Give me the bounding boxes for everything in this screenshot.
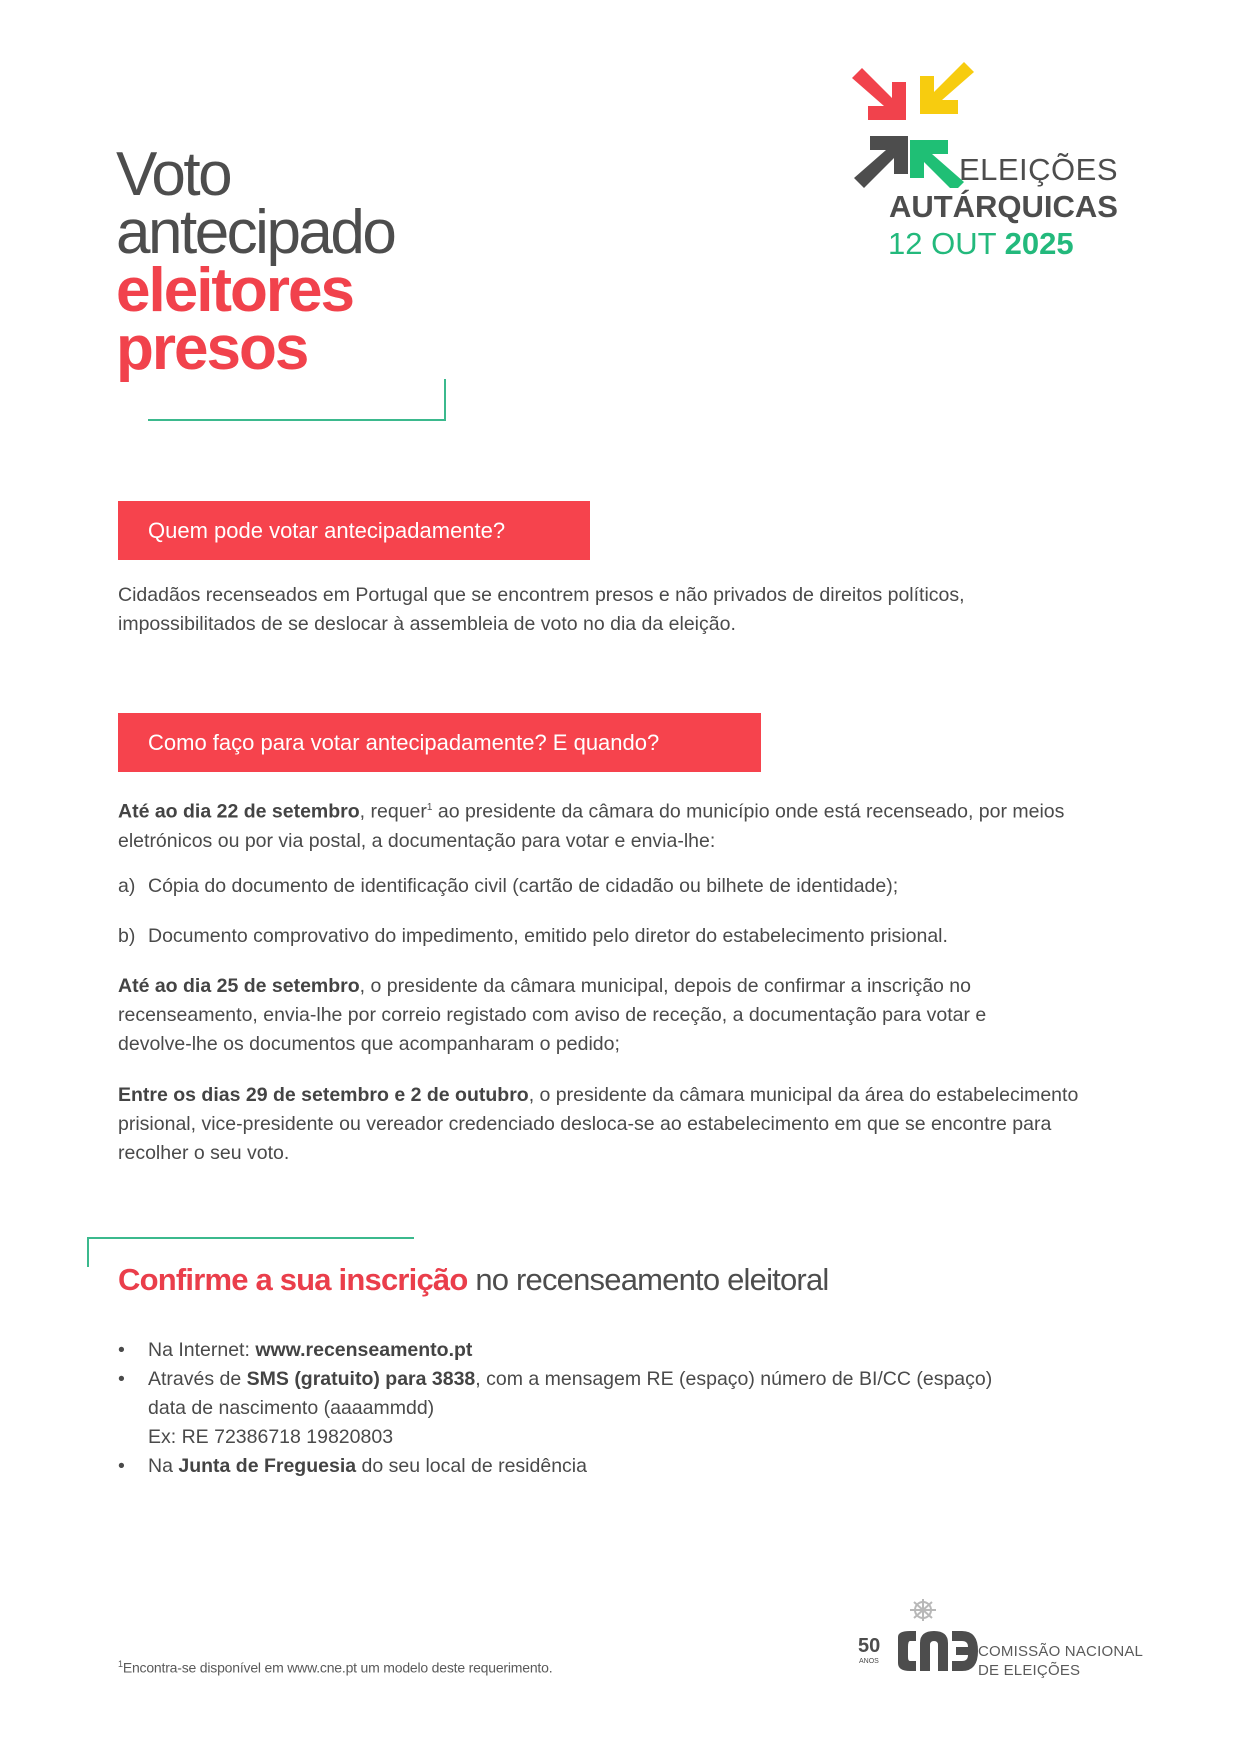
cne-name <box>978 1642 1143 1680</box>
step-25-september-paragraph <box>118 972 1063 1059</box>
sms-number: SMS (gratuito) para 3838 <box>246 1368 476 1390</box>
cne-name-line1: COMISSÃO NACIONAL <box>978 1643 1144 1660</box>
step-25-text: , o presidente da câmara municipal, depois de confirmar a inscrição no recenseamento, envia-lhe por correio registado com aviso de receção, a documentação para votar e devolve-lhe os documentos que acompanharam o pedido; <box>118 975 987 1055</box>
internet-prefix: Na Internet: <box>148 1339 256 1361</box>
bullet-icon: • <box>118 1455 125 1477</box>
recenseamento-link[interactable]: www.recenseamento.pt <box>255 1339 473 1361</box>
cne-logo-icon <box>858 1597 988 1687</box>
list-item-junta <box>118 1452 992 1481</box>
red-arrow-icon <box>852 68 906 120</box>
footnote-text: Encontra-se disponível em www.cne.pt um modelo deste requerimento. <box>122 1659 553 1676</box>
anniversary-label: ANOS <box>859 1658 879 1665</box>
logo-eleicoes: ELEIÇÕES <box>958 152 1118 187</box>
document-item-text: Documento comprovativo do impedimento, emitido pelo diretor do estabelecimento prisional. <box>148 925 948 947</box>
logo-date-day-month: 12 OUT <box>888 226 996 261</box>
junta-text: do seu local de residência <box>356 1455 587 1477</box>
logo-autarquicas: AUTÁRQUICAS <box>888 189 1118 224</box>
logo-date <box>888 226 1074 262</box>
cne-name-line2: DE ELEIÇÕES <box>978 1662 1081 1679</box>
who-paragraph: Cidadãos recenseados em Portugal que se encontrem presos e não privados de direitos políticos, impossibilitados de se deslocar à assembleia de voto no dia da eleição. <box>118 584 965 635</box>
step-29-text: , o presidente da câmara municipal da área do estabelecimento prisional, vice-presidente ou vereador credenciado desloca-se ao estabelecimento em que se encontre para recolher o seu voto. <box>118 1084 1079 1164</box>
grey-arrow-icon <box>854 136 908 188</box>
sms-example: Ex: RE 72386718 19820803 <box>148 1426 394 1448</box>
sms-text: , com a mensagem RE (espaço) número de BI/CC (espaço) <box>475 1368 993 1390</box>
step-22-text-a: , requer <box>359 800 427 823</box>
title-line-antecipado: antecipado <box>116 198 395 267</box>
document-item-a <box>118 872 898 901</box>
section-heading-who: Quem pode votar antecipadamente? <box>118 501 590 560</box>
title-underline-bracket <box>148 379 446 421</box>
confirm-heading-bold: Confirme a sua inscrição <box>118 1262 468 1297</box>
yellow-arrow-icon <box>920 62 974 114</box>
cne-letters-icon <box>898 1631 978 1671</box>
step-22-text-b: ao presidente da câmara do município onde está recenseado, por meios eletrónicos ou por via postal, a documentação para votar e envia-lhe: <box>118 800 1065 852</box>
junta-bold: Junta de Freguesia <box>178 1455 357 1477</box>
list-item-sms <box>118 1365 992 1394</box>
green-arrow-icon <box>910 140 964 188</box>
document-item-text: Cópia do documento de identificação civil (cartão de cidadão ou bilhete de identidade); <box>148 875 899 897</box>
step-29-september-paragraph <box>118 1081 1083 1168</box>
title-line-eleitores: eleitores <box>116 256 354 325</box>
title-line-presos: presos <box>116 314 308 383</box>
confirm-heading-rest: no recenseamento eleitoral <box>467 1262 829 1297</box>
footnote-number: 1 <box>118 1659 123 1669</box>
logo-date-year: 2025 <box>1004 226 1074 261</box>
step-22-date: Até ao dia 22 de setembro <box>118 800 360 823</box>
sms-prefix: Através de <box>148 1368 247 1390</box>
footnote <box>118 1659 552 1676</box>
bullet-icon: • <box>118 1368 125 1390</box>
section-heading-how: Como faço para votar antecipadamente? E quando? <box>118 713 761 772</box>
list-item-internet <box>118 1336 992 1365</box>
confirm-options-list <box>118 1336 992 1481</box>
anniversary-number: 50 <box>858 1635 881 1657</box>
title-line-voto: Voto <box>116 140 231 209</box>
document-item-letter: a) <box>118 875 136 897</box>
sms-continuation-date: data de nascimento (aaaammdd) <box>148 1397 435 1419</box>
document-item-letter: b) <box>118 925 136 947</box>
step-25-date: Até ao dia 25 de setembro <box>118 975 360 997</box>
confirm-heading <box>118 1262 828 1298</box>
step-22-september-paragraph <box>118 793 1068 856</box>
junta-prefix: Na <box>148 1455 179 1477</box>
emblem-icon <box>910 1599 936 1621</box>
page-title <box>116 140 395 383</box>
document-item-b <box>118 922 948 951</box>
footnote-ref: 1 <box>426 802 433 813</box>
bullet-icon: • <box>118 1339 125 1361</box>
step-29-date: Entre os dias 29 de setembro e 2 de outubro <box>118 1084 529 1106</box>
